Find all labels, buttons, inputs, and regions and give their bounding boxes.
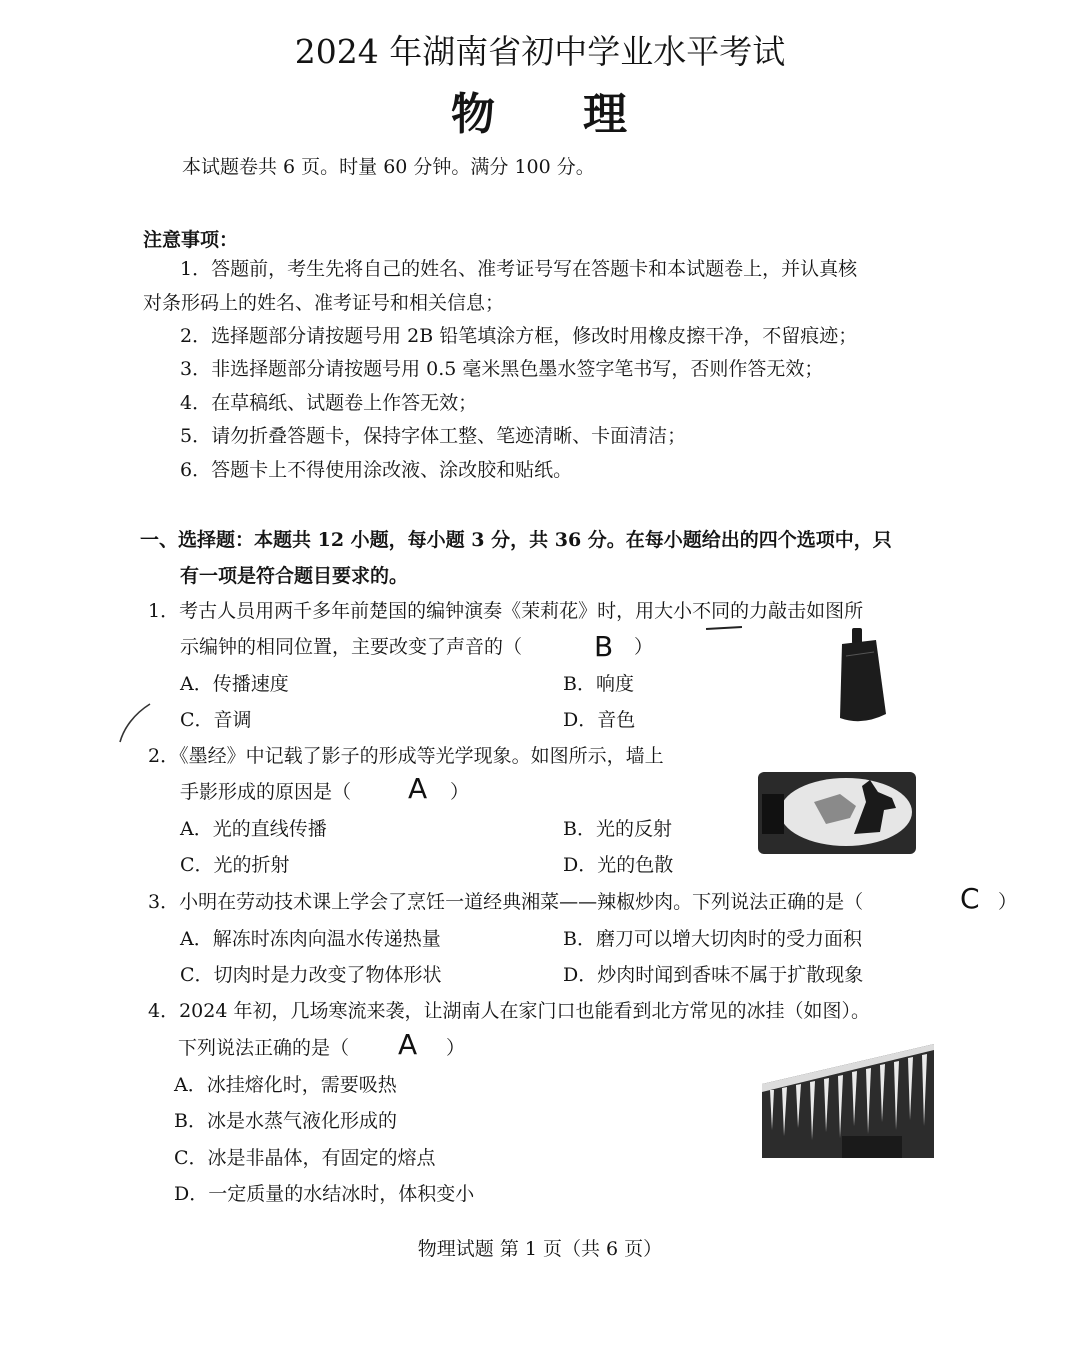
q2-handwritten-answer: A [408,772,428,805]
q3-option-d: D．炒肉时闻到香味不属于扩散现象 [563,964,864,986]
q4-option-c: C．冰是非晶体，有固定的熔点 [174,1147,436,1169]
q2-stem-line-1: 2．《墨经》中记载了影子的形成等光学现象。如图所示，墙上 [148,745,664,767]
q1-stem-line-1: 1．考古人员用两千多年前楚国的编钟演奏《茉莉花》时，用大小不同的力敲击如图所 [148,600,864,622]
q1-pencil-stroke [112,700,156,746]
q1-option-b: B．响度 [563,673,634,695]
section-1-heading-2: 有一项是符合题目要求的。 [180,565,409,587]
exam-intro: 本试题卷共 6 页。时量 60 分钟。满分 100 分。 [182,156,595,178]
notice-item-2: 2．选择题部分请按题号用 2B 铅笔填涂方框，修改时用橡皮擦干净，不留痕迹； [180,325,858,347]
q2-close-paren: ） [450,781,470,803]
q1-close-paren: ） [634,636,654,658]
q3-option-a: A．解冻时冻肉向温水传递热量 [180,928,441,950]
q4-stem-line-2: 下列说法正确的是（ [178,1037,350,1059]
icicles-figure [762,1040,934,1158]
notice-item-6: 6．答题卡上不得使用涂改液、涂改胶和贴纸。 [180,459,573,481]
q2-stem-line-2: 手影形成的原因是（ [180,781,352,803]
hand-shadow-figure [758,772,916,854]
q2-option-b: B．光的反射 [563,818,672,840]
q1-option-c: C．音调 [180,709,252,731]
q1-option-a: A．传播速度 [180,673,289,695]
subject-char-2: 理 [583,89,629,140]
notice-item-1-line-2: 对条形码上的姓名、准考证号和相关信息； [143,292,505,314]
q4-close-paren: ） [446,1037,466,1059]
page-footer: 物理试题 第 1 页（共 6 页） [417,1238,663,1260]
bell-chime-figure [830,626,890,726]
q3-option-b: B．磨刀可以增大切肉时的受力面积 [563,928,862,950]
q1-handwritten-answer: B [594,630,614,663]
q2-option-a: A．光的直线传播 [180,818,327,840]
notice-item-4: 4．在草稿纸、试题卷上作答无效； [180,392,478,414]
notice-item-3: 3．非选择题部分请按题号用 0.5 毫米黑色墨水签字笔书写，否则作答无效； [180,358,824,380]
q2-option-c: C．光的折射 [180,854,290,876]
exam-title: 2024 年湖南省初中学业水平考试 [294,32,786,71]
q4-stem-line-1: 4．2024 年初，几场寒流来袭，让湖南人在家门口也能看到北方常见的冰挂（如图）。 [148,1000,870,1022]
q4-handwritten-answer: A [398,1028,418,1061]
q3-close-paren: ） [998,891,1018,913]
q4-option-b: B．冰是水蒸气液化形成的 [174,1110,397,1132]
section-1-heading: 一、选择题：本题共 12 小题，每小题 3 分，共 36 分。在每小题给出的四个选项中，只 [140,529,892,551]
q1-underline-mark [706,626,742,630]
q2-option-d: D．光的色散 [563,854,674,876]
notice-heading: 注意事项： [143,229,239,251]
q4-option-a: A．冰挂熔化时，需要吸热 [174,1074,397,1096]
q3-stem: 3．小明在劳动技术课上学会了烹饪一道经典湘菜——辣椒炒肉。下列说法正确的是（ [148,891,864,913]
subject-char-1: 物 [451,89,497,140]
notice-item-5: 5．请勿折叠答题卡，保持字体工整、笔迹清晰、卡面清洁； [180,425,687,447]
q3-handwritten-answer: C [960,882,980,915]
subject-title [0,78,1080,142]
notice-item-1-line-1: 1．答题前，考生先将自己的姓名、准考证号写在答题卡和本试题卷上，并认真核 [180,258,858,280]
q4-option-d: D．一定质量的水结冰时，体积变小 [174,1183,475,1205]
q1-stem-line-2: 示编钟的相同位置，主要改变了声音的（ [180,636,523,658]
q3-option-c: C．切肉时是力改变了物体形状 [180,964,442,986]
q1-option-d: D．音色 [563,709,636,731]
